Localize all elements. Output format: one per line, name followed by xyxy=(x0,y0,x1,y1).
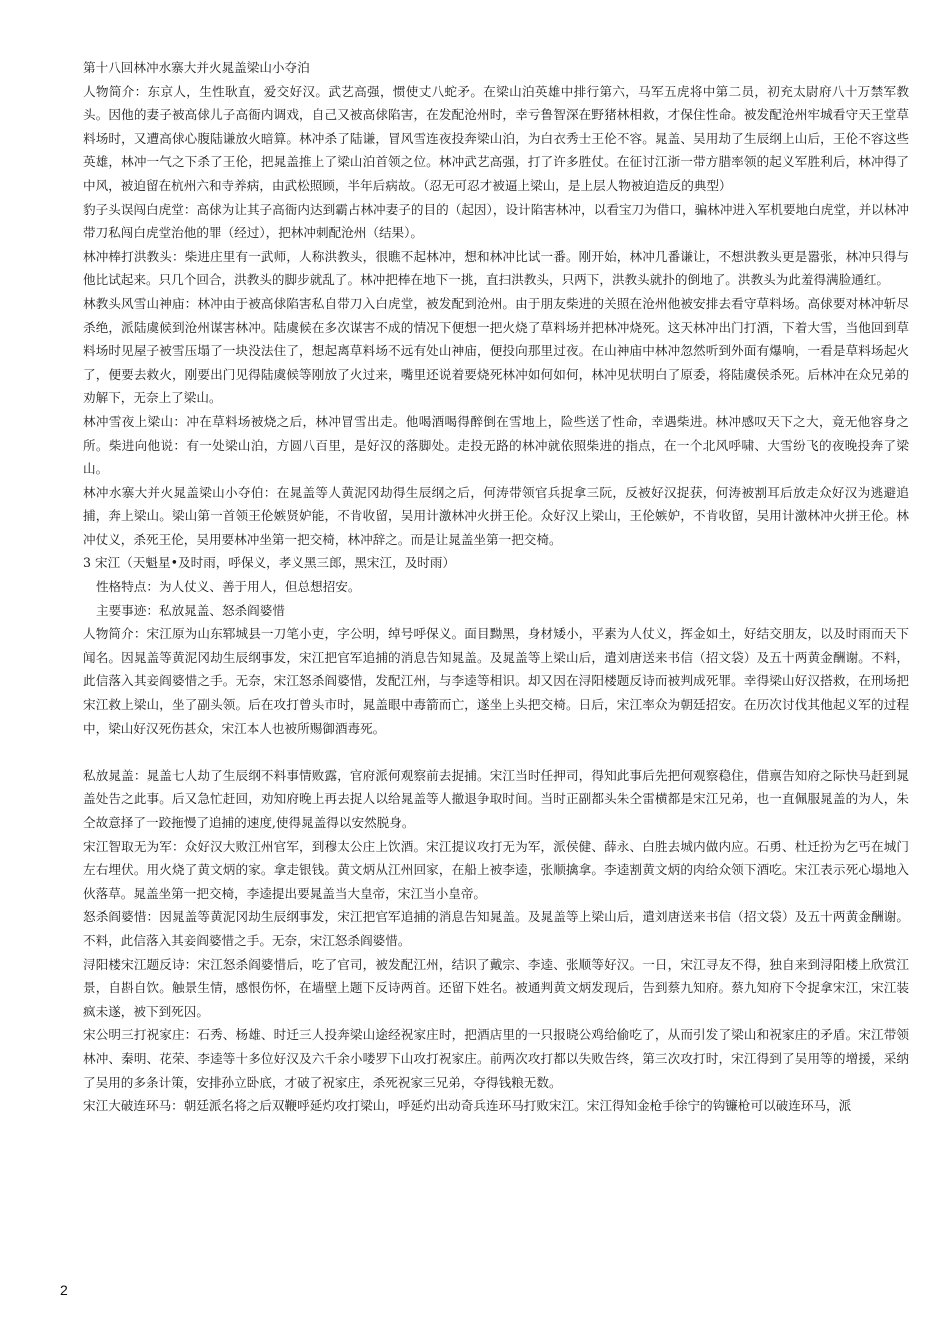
paragraph-spacer xyxy=(83,740,909,764)
paragraph-zhujiazhuang: 宋公明三打祝家庄：石秀、杨雄、时迁三人投奔梁山途经祝家庄时，把酒店里的一只报晓公鸡给偷吃了，从而引发了梁山和祝家庄的矛盾。宋江带领林冲、秦明、花荣、李逵等十多位好汉及六千余小喽罗下山攻打祝家庄。前两次攻打都以失败告终，第三次攻打时，宋江得到了吴用等的增援，采纳了吴用的多条计策，安排孙立卧底，才破了祝家庄，杀死祝家三兄弟，夺得钱粮无数。 xyxy=(83,1027,909,1090)
paragraph-yanpoxi: 怒杀阎婆惜：因晁盖等黄泥冈劫生辰纲事发，宋江把官军追捕的消息告知晁盖。及晁盖等上梁山后，遣刘唐送来书信（招文袋）及五十两黄金酬谢。不料，此信落入其妾阎婆惜之手。无奈，宋江怒杀阎婆惜。 xyxy=(83,909,909,948)
paragraph-snow-night: 林冲雪夜上梁山：冲在草料场被烧之后，林冲冒雪出走。他喝酒喝得醉倒在雪地上，险些送了性命，幸遇柴进。林冲感叹天下之大，竟无他容身之所。柴进向他说：有一处梁山泊，方圆八百里，是好汉的落脚处。走投无路的林冲就依照柴进的指点，在一个北风呼啸、大雪纷飞的夜晚投奔了梁山。 xyxy=(83,413,909,477)
paragraph-release-chaogai: 私放晁盖：晁盖七人劫了生辰纲不料事情败露，官府派何观察前去捉捕。宋江当时任押司，得知此事后先把何观察稳住，借禀告知府之际快马赶到晁盖处告之此事。后又急忙赶回，劝知府晚上再去捉人以给晁盖等人撤退争取时间。当时正副都头朱仝雷横都是宋江兄弟，也一直佩服晁盖的为人，朱仝故意择了一跤拖慢了追捕的速度,使得晁盖得以安然脱身。 xyxy=(83,767,909,830)
paragraph-wuweijun: 宋江智取无为军：众好汉大败江州官军，到穆太公庄上饮酒。宋江提议攻打无为军，派侯健、薛永、白胜去城内做内应。石勇、杜迁扮为乞丐在城门左右埋伏。用火烧了黄文炳的家。拿走银钱。黄文炳从江州回家，在船上被李逵，张顺擒拿。李逵割黄文炳的肉给众领下酒吃。宋江表示死心塌地入伙落草。晁盖坐第一把交椅，李逵提出要晁盖当大皇帝，宋江当小皇帝。 xyxy=(83,838,909,901)
document-body xyxy=(83,56,909,1118)
paragraph-lianhuanma: 宋江大破连环马：朝廷派名将之后双鞭呼延灼攻打梁山，呼延灼出动奇兵连环马打败宋江。宋江得知金枪手徐宁的钩镰枪可以破连环马，派 xyxy=(83,1098,852,1114)
paragraph-traits: 性格特点：为人仗义、善于用人，但总想招安。 xyxy=(96,579,361,595)
section-heading-songjiang: 3 宋江（天魁星•及时雨，呼保义，孝义黑三郎，黑宋江，及时雨） xyxy=(83,555,456,571)
paragraph-water-fortress: 林冲水寨大并火晁盖梁山小夺伯：在晁盖等人黄泥冈劫得生辰纲之后，何涛带领官兵捉拿三阮，反被好汉捉获，何涛被割耳后放走众好汉为逃避追捕，奔上梁山。梁山第一首领王伦嫉贤妒能，不肯收留，吴用计激林冲火拼王伦。众好汉上梁山，王伦嫉妒，不肯收留，吴用计激林冲火拼王伦。林冲仗义，杀死王伦，吴用要林冲坐第一把交椅，林冲辞之。而是让晁盖坐第一把交椅。 xyxy=(83,484,909,547)
paragraph-songjiang-profile: 人物简介：宋江原为山东郓城县一刀笔小吏，字公明，绰号呼保义。面目黝黑，身材矮小，平素为人仗义，挥金如土，好结交朋友，以及时雨而天下闻名。因晁盖等黄泥冈劫生辰纲事发，宋江把官军追捕的消息告知晁盖。及晁盖等上梁山后，遣刘唐送来书信（招文袋）及五十两黄金酬谢。不料，此信落入其妾阎婆惜之手。无奈，宋江怒杀阎婆惜，发配江州，与李逵等相识。却又因在浔阳楼题反诗而被判成死罪。幸得梁山好汉搭救，在刑场把宋江救上梁山，坐了副头领。后在攻打曾头市时，晁盖眼中毒箭而亡，遂坐上头把交椅。日后，宋江率众为朝廷招安。在历次讨伐其他起义军的过程中，梁山好汉死伤甚众，宋江本人也被所赐御酒毒死。 xyxy=(83,626,909,736)
paragraph-linchong-profile: 人物简介：东京人，生性耿直，爱交好汉。武艺高强，惯使丈八蛇矛。在梁山泊英雄中排行第六，马军五虎将中第二员，初充太尉府八十万禁军教头。因他的妻子被高俅儿子高衙内调戏，自己又被高俅陷害，在发配沧州时，幸亏鲁智深在野猪林相救，才保住性命。被发配沧州牢城看守天王堂草料场时，又遭高俅心腹陆谦放火暗算。林冲杀了陆谦，冒风雪连夜投奔梁山泊，为白衣秀士王伦不容。晁盖、吴用劫了生辰纲上山后，王伦不容这些英雄，林冲一气之下杀了王伦，把晁盖推上了梁山泊首领之位。林冲武艺高强，打了许多胜仗。在征讨江浙一带方腊率领的起义军胜利后，林冲得了中风，被迫留在杭州六和寺养病，由武松照顾，半年后病故。（忍无可忍才被逼上梁山，是上层人物被迫造反的典型） xyxy=(83,83,909,193)
paragraph-shanshen-miao: 林教头风雪山神庙：林冲由于被高俅陷害私自带刀入白虎堂，被发配到沧州。由于朋友柴进的关照在沧州他被安排去看守草料场。高俅要对林冲斩尽杀绝，派陆虞候到沧州谋害林冲。陆虞候在多次谋害不成的情况下便想一把火烧了草料场并把林冲烧死。这天林冲出门打酒，下着大雪，当他回到草料场时见屋子被雪压塌了一块没法住了，想起离草料场不远有处山神庙，便投向那里过夜。在山神庙中林冲忽然听到外面有爆响，一看是草料场起火了，便要去救火，刚要出门见得陆虞候等刚放了火过来，嘴里还说着要烧死林冲如何如何，林冲见状明白了原委，将陆虞侯杀死。后林冲在众兄弟的劝解下，无奈上了梁山。 xyxy=(83,295,909,406)
paragraph-xunyang-tower: 浔阳楼宋江题反诗：宋江怒杀阎婆惜后，吃了官司，被发配江州，结识了戴宗、李逵、张顺等好汉。一日，宋江寻友不得，独自来到浔阳楼上欣赏江景，自斟自饮。触景生情，感恨伤怀，在墙壁上题下反诗两首。还留下姓名。被通判黄文炳发现后，告到蔡九知府。蔡九知府下令捉拿宋江，宋江装疯未遂，被下到死囚。 xyxy=(83,956,909,1019)
paragraph-baizitang: 豹子头误闯白虎堂：高俅为让其子高衙内达到霸占林冲妻子的目的（起因），设计陷害林冲，以看宝刀为借口，骗林冲进入军机要地白虎堂，并以林冲带刀私闯白虎堂治他的罪（经过），把林冲刺配沧州（结果）。 xyxy=(83,201,909,241)
paragraph-hong-jiaotou: 林冲棒打洪教头：柴进庄里有一武师，人称洪教头，很瞧不起林冲，想和林冲比试一番。刚开始，林冲几番谦让，不想洪教头更是嚣张，林冲只得与他比试起来。只几个回合，洪教头的脚步就乱了。林冲把棒在地下一挑，直扫洪教头，只两下，洪教头就扑的倒地了。洪教头为此羞得满脸通红。 xyxy=(83,248,909,288)
chapter-heading: 第十八回林冲水寨大并火晁盖梁山小夺泊 xyxy=(83,60,310,75)
paragraph-main-deeds: 主要事迹：私放晁盖、怒杀阎婆惜 xyxy=(96,602,285,618)
page-number: 2 xyxy=(60,1282,68,1298)
